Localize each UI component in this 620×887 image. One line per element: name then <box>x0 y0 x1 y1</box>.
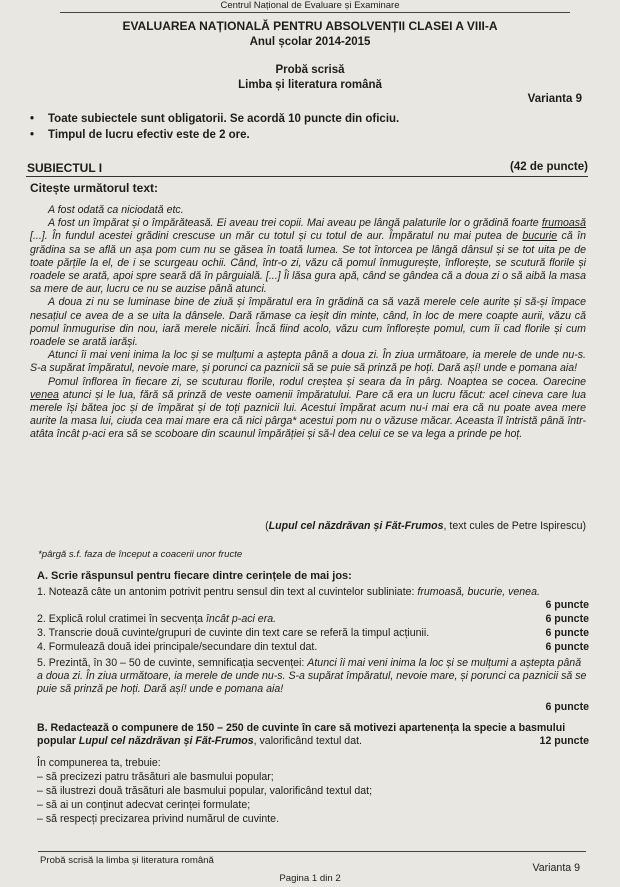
section-a-title: A. Scrie răspunsul pentru fiecare dintre cerințele de mai jos: <box>37 570 352 582</box>
footer-left: Probă scrisă la limba și literatura română <box>40 855 214 866</box>
header-divider <box>60 12 570 13</box>
underlined-word: bucurie <box>522 230 558 243</box>
section-points: (42 de puncte) <box>510 161 588 173</box>
requirement-4: 4. Formulează două idei principale/secundare din textul dat. 6 puncte <box>37 641 589 653</box>
points-label: 6 puncte <box>545 627 589 639</box>
footnote: *pârgă s.f. faza de început a coacerii unor fructe <box>38 549 243 560</box>
bullet-icon: • <box>30 113 35 125</box>
bullet-icon: • <box>30 129 35 141</box>
criteria-item: – să precizezi patru trăsături ale basmului popular; <box>37 771 274 783</box>
criteria-intro: În compunerea ta, trebuie: <box>37 757 161 769</box>
story-paragraph: A doua zi nu se luminase bine de ziuă și împăratul era în grădină ca să vază merele cele aurite și să-și împace nesațiul ce avea de a se uita la dânsele. Dară rămase ca ieșit din minte, când, în loc de mere coapte aurii, văzu că pomul înmugurise din nou, iară merele nicăiri. Încă fiind acolo, văzu cum înflorește pomul, cum îi cad florile și cum roadele se arată iarăși. <box>30 296 586 349</box>
points-label: 6 puncte <box>545 613 589 625</box>
requirement-1: 1. Notează câte un antonim potrivit pentru sensul din text al cuvintelor subliniate: frumoasă, bucurie, venea. 6 puncte <box>37 586 589 611</box>
requirement-5: 5. Prezintă, în 30 – 50 de cuvinte, semnificația secvenței: Atunci îi mai veni inima la loc și se mulțumi a aștepta până a doua zi. În ziua următoare, ia merele de unde nu-s. S-a supărat împăratul, nevoie mare, și porunci ca paznicii să se puie să prinză pe hoți. Dară așí! unde e pomana aia! 6 puncte <box>37 657 589 713</box>
section-divider <box>26 176 588 177</box>
criteria-item: – să ai un conținut adecvat cerinței formulate; <box>37 799 251 811</box>
subject-name: Limba și literatura română <box>238 79 382 91</box>
story-paragraph: Atunci îi mai veni inima la loc și se mulțumi a aștepta până a doua zi. În ziua următoare, ia merele de unde nu-s. S-a supărat împăratul, nevoie mare, și porunci ca paznicii să se puie să prinză pe hoți. Dară așí! unde e pomana aia! <box>30 349 586 375</box>
section-title: SUBIECTUL I <box>27 161 103 175</box>
instruction-item: • Toate subiectele sunt obligatorii. Se acordă 10 puncte din oficiu. <box>30 113 400 125</box>
variant-label: Varianta 9 <box>527 93 582 105</box>
criteria-item: – să respecți precizarea privind numărul de cuvinte. <box>37 813 280 825</box>
story-paragraph: Pomul înflorea în fiecare zi, se scuturau florile, rodul creștea și seara da în pârg. Noaptea se cocea. Oarecine venea atunci și le lua, fără să prinză de veste oamenii împăratului. Pare că era un lucru făcut: acel cineva care lua merele își bătea joc și de împărat și de toți paznicii lui. Acestui împărat acum nu-i mai era că nu poate avea mere aurite la masa lui, ciuda cea mai mare era că nici pârga* acestui pom nu o văzuse măcar. Aceasta îl întristă până într-atâta încât p-aci era să se scoboare din scaunul împărăției și să-l dea celui ce se va lega a prinde pe hoț. <box>30 375 586 441</box>
requirement-3: 3. Transcrie două cuvinte/grupuri de cuvinte din text care se referă la timpul acțiunii. 6 puncte <box>37 627 589 639</box>
footer-divider <box>38 851 586 852</box>
points-label: 6 puncte <box>545 599 589 611</box>
instruction-item: • Timpul de lucru efectiv este de 2 ore. <box>30 129 250 141</box>
section-b: B. Redactează o compunere de 150 – 250 de cuvinte în care să motivezi apartenența la specie a basmului popular Lupul cel năzdrăvan și Făt-Frumos, valorificând textul dat. 12 puncte <box>37 722 589 748</box>
requirement-2: 2. Explică rolul cratimei în secvența încât p-aci era. 6 puncte <box>37 613 589 625</box>
story-paragraph: A fost un împărat și o împărăteasă. Ei aveau trei copii. Mai aveau pe lângă palaturile lor o grădină foarte frumoasă [...]. În fundul acestei grădini crescuse un măr cu totul și cu totul de aur. Împăratul nu mai putea de bucurie că în grădina sa se află un așa pom cum nu se găsea în toată lumea. Se tot întorcea pe lângă dânsul și se tot uita pe de toate părțile la el, de i se scurgeau ochii. Când, într-o zi, văzu că pomul înmugurește, înflorește, se scutură florile și roadele se arată, apoi spre seară dă în pârguială. [...] Îi lăsa gura apă, când se gândea că a doua zi o să aibă la masa sa mere de aur, lucru ce nu se auzise până atunci. <box>30 217 586 296</box>
points-label: 6 puncte <box>545 641 589 653</box>
story-paragraph: A fost odată ca niciodată etc. <box>48 204 184 216</box>
underlined-word: venea <box>30 388 59 401</box>
story-text <box>30 204 586 442</box>
institution-name: Centrul Național de Evaluare și Examinare <box>220 0 400 11</box>
school-year: Anul școlar 2014-2015 <box>249 36 371 48</box>
read-instruction: Citește următorul text: <box>30 181 159 195</box>
points-label: 12 puncte <box>539 735 589 747</box>
exam-title: EVALUAREA NAȚIONALĂ PENTRU ABSOLVENȚII CLASEI A VIII-A <box>122 19 498 33</box>
text-source: (Lupul cel năzdrăvan și Făt-Frumos, text cules de Petre Ispirescu) <box>265 520 586 532</box>
page-number: Pagina 1 din 2 <box>279 873 341 884</box>
criteria-item: – să ilustrezi două trăsături ale basmului popular, valorificând textul dat; <box>37 785 373 797</box>
underlined-word: frumoasă <box>541 217 586 230</box>
probe-type: Probă scrisă <box>275 64 345 76</box>
footer-variant: Varianta 9 <box>532 862 580 874</box>
points-label: 6 puncte <box>545 701 589 713</box>
